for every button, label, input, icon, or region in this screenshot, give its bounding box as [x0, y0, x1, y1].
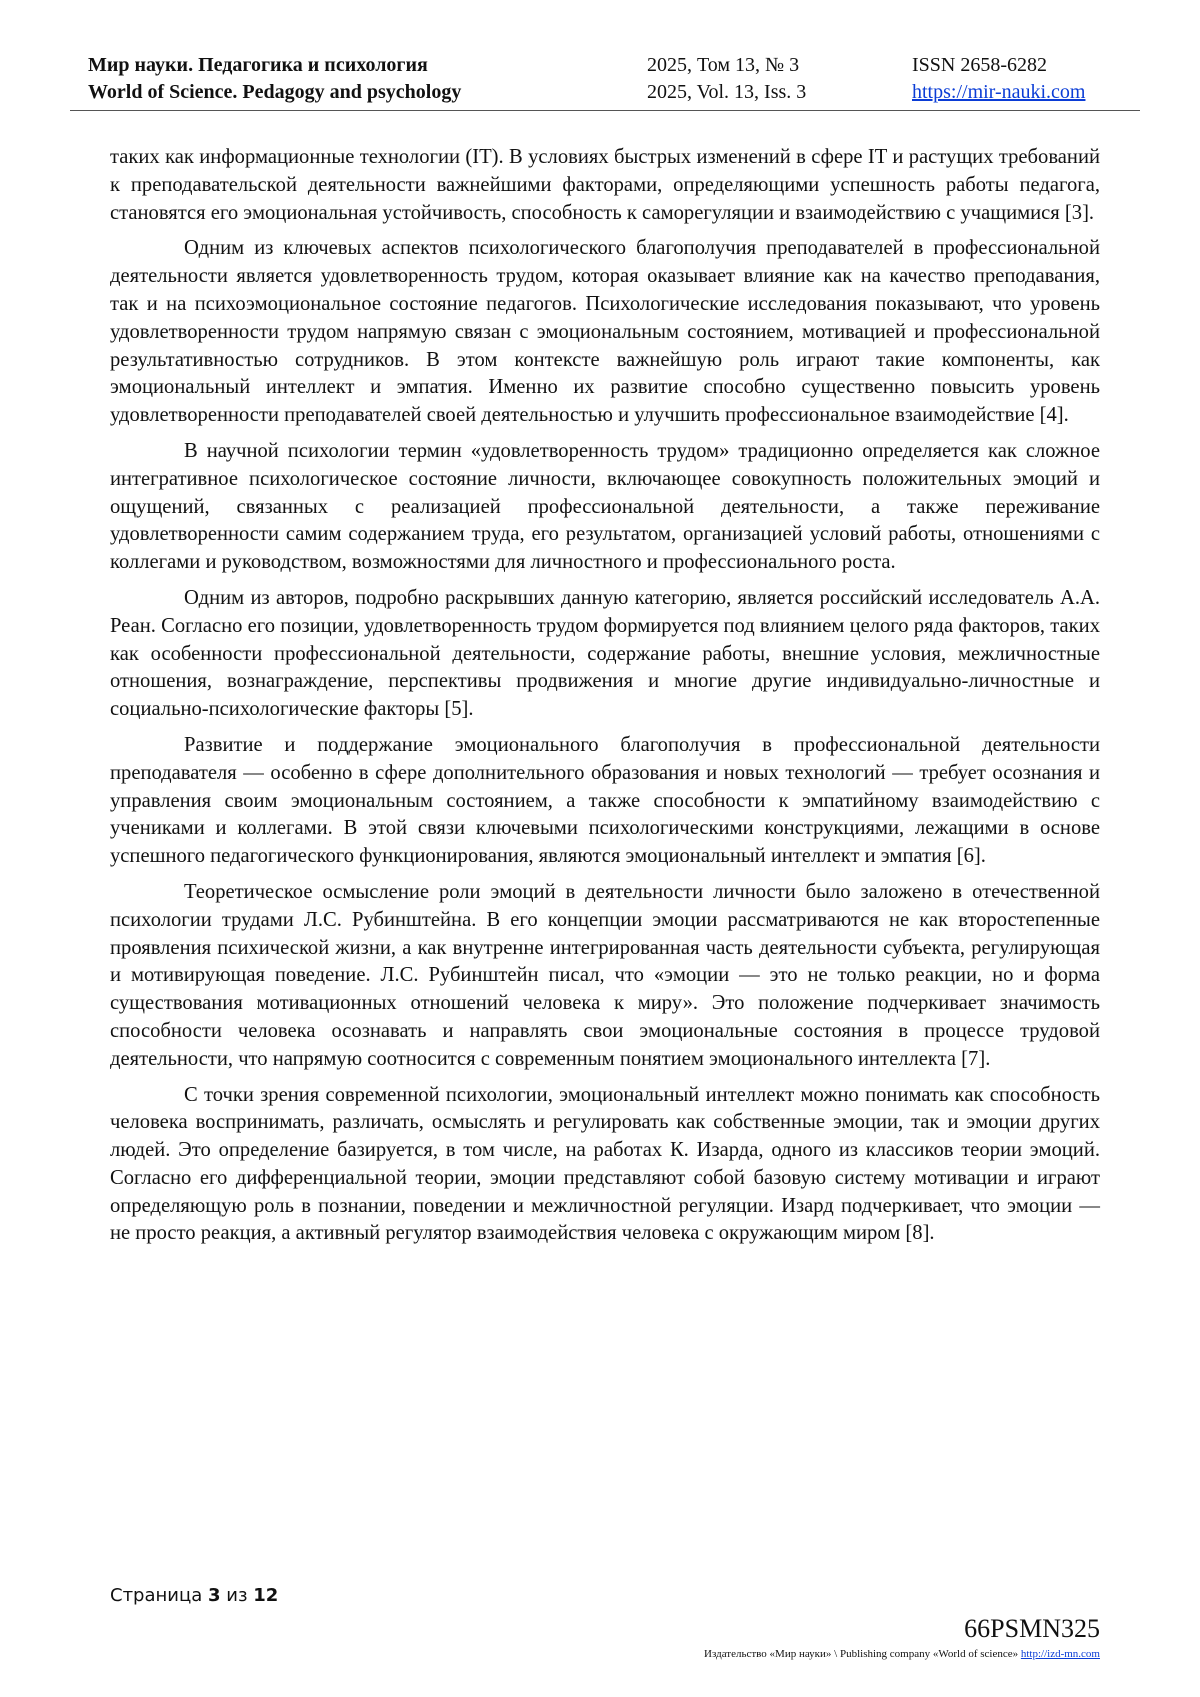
- paragraph-4: Одним из авторов, подробно раскрывших данную категорию, является российский исследователь А.А. Реан. Согласно его позиции, удовлетворенность трудом формируется под влиянием целого ряда факторов, таких как особенности профессиональной деятельности, содержание работы, внешние условия, межличностные отношения, вознаграждение, перспективы продвижения и многие другие индивидуально-личностные и социально-психологические факторы [5].: [110, 586, 1100, 721]
- publisher-line: [704, 1648, 1100, 1660]
- issn-number: ISSN 2658-6282: [912, 54, 1048, 76]
- paragraph-1: таких как информационные технологии (IT). В условиях быстрых изменений в сфере IT и растущих требований к преподавательской деятельности важнейшими факторами, определяющими успешность работы педагога, становятся его эмоциональная устойчивость, способность к саморегуляции и взаимодействию с учащимися [3].: [110, 146, 1100, 224]
- paragraph-7: С точки зрения современной психологии, эмоциональный интеллект можно понимать как способность человека воспринимать, различать, осмыслять и регулировать как собственные эмоции, так и эмоции других людей. Это определение базируется, в том числе, на работах К. Изарда, одного из классиков теории эмоций. Согласно его дифференциальной теории, эмоции представляют собой базовую систему мотивации и играют определяющую роль в познании, поведении и межличностной регуляции. Изард подчеркивает, что эмоции — не просто реакция, а активный регулятор взаимодействия человека с окружающим миром [8].: [110, 1083, 1100, 1245]
- journal-title-ru: Мир науки. Педагогика и психология: [88, 54, 428, 76]
- page-word: Страница: [110, 1585, 203, 1606]
- paragraph-5: Развитие и поддержание эмоционального благополучия в профессиональной деятельности преподавателя — особенно в сфере дополнительного образования и новых технологий — требует осознания и управления своим эмоциональным состоянием, а также способности к эмпатийному взаимодействию с учениками и коллегами. В этой связи ключевыми психологическими конструкциями, лежащими в основе успешного педагогического функционирования, являются эмоциональный интеллект и эмпатия [6].: [110, 733, 1100, 868]
- journal-title: [88, 52, 461, 106]
- paragraph-6: Теоретическое осмысление роли эмоций в деятельности личности было заложено в отечественной психологии трудами Л.С. Рубинштейна. В его концепции эмоции рассматриваются не как второстепенные проявления психической жизни, а как внутренне интегрированная часть деятельности субъекта, регулирующая и мотивирующая поведение. Л.С. Рубинштейн писал, что «эмоции — это не только реакции, но и форма существования мотивационных отношений человека к миру». Это положение подчеркивает значимость способности человека осознавать и направлять свои эмоциональные состояния в процессе трудовой деятельности, что напрямую соотносится с современным понятием эмоционального интеллекта [7].: [110, 880, 1100, 1070]
- issue-info-ru: 2025, Том 13, № 3: [647, 54, 800, 76]
- header-divider: [70, 110, 1140, 111]
- page-total: 12: [253, 1585, 279, 1606]
- article-code: 66PSMN325: [964, 1614, 1100, 1643]
- paragraph-2: Одним из ключевых аспектов психологического благополучия преподавателей в профессиональной деятельности является удовлетворенность трудом, которая оказывает влияние как на качество преподавания, так и на психоэмоциональное состояние педагогов. Психологические исследования показывают, что уровень удовлетворенности трудом напрямую связан с эмоциональным состоянием, мотивацией и профессиональной результативностью сотрудников. В этом контексте важнейшую роль играют такие компоненты, как эмоциональный интеллект и эмпатия. Именно их развитие способно существенно повысить уровень удовлетворенности преподавателей своей деятельностью и улучшить профессиональное взаимодействие [4].: [110, 237, 1100, 427]
- paragraph-3: В научной психологии термин «удовлетворенность трудом» традиционно определяется как сложное интегративное психологическое состояние личности, включающее совокупность положительных эмоций и ощущений, связанных с реализацией профессиональной деятельности, а также переживание удовлетворенности самим содержанием труда, его результатом, организацией условий работы, отношениями с коллегами и руководством, возможностями для личностного и профессионального роста.: [110, 439, 1100, 574]
- issue-info-en: 2025, Vol. 13, Iss. 3: [647, 81, 807, 103]
- issue-info: [647, 52, 806, 106]
- page-of: из: [226, 1585, 248, 1606]
- issn-block: [912, 52, 1085, 106]
- publisher-name: Издательство «Мир науки» \ Publishing company «World of science»: [704, 1648, 1019, 1660]
- publisher-site-link[interactable]: http://izd-mn.com: [1020, 1648, 1100, 1660]
- page-current: 3: [208, 1585, 221, 1606]
- article-body: [110, 144, 1100, 1256]
- page-counter: [110, 1585, 278, 1606]
- journal-title-en: World of Science. Pedagogy and psychology: [88, 81, 462, 103]
- journal-site-link[interactable]: https://mir-nauki.com: [912, 81, 1086, 103]
